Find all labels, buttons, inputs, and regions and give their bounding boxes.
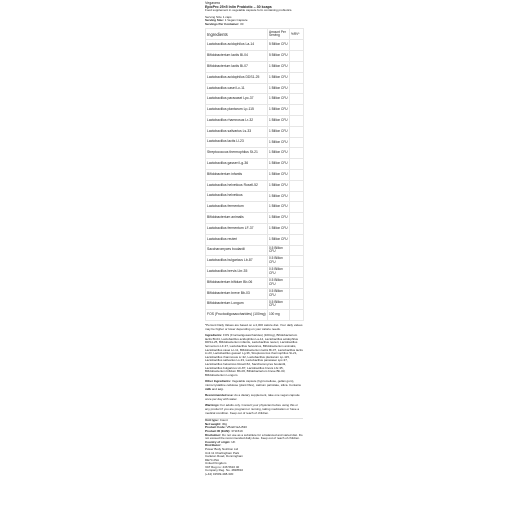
ingredient-amount: 1 Billion CFU (268, 169, 290, 180)
ingredient-name: Lactobacillus lactis Ll-23 (206, 137, 268, 148)
ingredient-name: Lactobacillus casei Lc-11 (206, 83, 268, 94)
ingredient-name: Lactobacillus fermentum LF-37 (206, 223, 268, 234)
brand-name: Vegavero (205, 1, 221, 5)
table-row (206, 61, 304, 72)
other-ingredients-label: Other Ingredients: (205, 379, 232, 384)
ingredient-nrv (290, 126, 304, 137)
allergen-milk: milk (205, 386, 212, 391)
distributor-address-line: Company Reg. No. 4828810 (205, 468, 244, 473)
ingredient-amount: 1 Billion CFU (268, 83, 290, 94)
ingredient-amount: 0.5 Billion CFU (268, 256, 290, 267)
table-row (206, 137, 304, 148)
allergen-end: . (222, 386, 224, 391)
ingredient-amount: 1 Billion CFU (268, 223, 290, 234)
ingredient-amount: 1 Billion CFU (268, 115, 290, 126)
ingredient-nrv (290, 105, 304, 116)
ingredient-name: Lactobacillus gasseri Lg-36 (206, 159, 268, 170)
ingredient-name: Bifidobacterium infantis (206, 169, 268, 180)
detail-value: 30g (222, 421, 228, 426)
ingredient-amount: 1 Billion CFU (268, 159, 290, 170)
warnings-text: For adults only. Consult your physician before using this or any product if you are pregnant or nursing, taking medication or have a medical condition. Keep out of reach of children. (205, 403, 300, 415)
servings-per-container-row (205, 23, 303, 27)
table-row (206, 245, 304, 256)
ingredients-section (205, 334, 303, 377)
ingredient-nrv (290, 115, 304, 126)
ingredient-name: Lactobacillus salivarius Ls-33 (206, 126, 268, 137)
table-row (206, 126, 304, 137)
distributor-address-line: DE74 2SA (205, 457, 220, 462)
table-row (206, 256, 304, 267)
product-details (205, 419, 303, 444)
detail-value: Count (219, 418, 228, 423)
table-row (206, 223, 304, 234)
ingredient-amount: 5 Billion CFU (268, 51, 290, 62)
ingredient-nrv (290, 169, 304, 180)
ingredient-nrv (290, 191, 304, 202)
ingredient-name: Lactobacillus reuteri (206, 234, 268, 245)
ingredient-name: Lactobacillus acidophilus La-14 (206, 40, 268, 51)
table-row (206, 51, 304, 62)
other-ingredients-section (205, 380, 303, 391)
distributor-address-line: Unit 11 Charlingham Park (205, 450, 240, 455)
other-ingredients-text: Vegetable capsule (hypromellose, gellan gum), microcrystalline cellulose (plant fibre), calcium palmitate, silica. Contains (205, 379, 301, 387)
table-row (206, 180, 304, 191)
product-info-document (205, 1, 303, 477)
ingredient-nrv (290, 256, 304, 267)
distributor-address-line: (+44) 01509-498-330 (205, 472, 234, 477)
recommended-use-label: Recommended use: (205, 393, 234, 398)
ingredient-nrv (290, 288, 304, 299)
table-body (206, 40, 304, 321)
serving-size-label: Serving Size (205, 14, 222, 19)
serving-size-value: 1 caps (222, 14, 232, 19)
ingredient-amount: 0.5 Billion CFU (268, 245, 290, 256)
table-row (206, 310, 304, 321)
ingredient-nrv (290, 299, 304, 310)
product-title: EpicPro 25×5 Inlin Probiotic – 30 kcaps (205, 5, 272, 9)
ingredient-name: Saccharomyces boulardii (206, 245, 268, 256)
ingredient-name: Bifidobacterium lactis Bl-04 (206, 51, 268, 62)
detail-value: Do not use as a substitute for a balanced and varied diet. Do not exceed the recommended daily dose. Keep out of reach of children. (205, 432, 303, 441)
table-row (206, 115, 304, 126)
ingredient-nrv (290, 72, 304, 83)
table-row (206, 213, 304, 224)
supplement-facts-table (205, 28, 304, 321)
ingredient-nrv (290, 202, 304, 213)
ingredient-name: Lactobacillus helveticus (206, 191, 268, 202)
table-row (206, 169, 304, 180)
distributor-address-line: Power Body Nutrition Ltd (205, 446, 239, 451)
ingredient-nrv (290, 213, 304, 224)
ingredient-nrv (290, 159, 304, 170)
distributor-address (205, 448, 303, 477)
recommended-use-text: As a dietary supplement, take one vegan capsule once per day with water. (205, 393, 300, 401)
recommended-use-section (205, 394, 303, 401)
ingredients-text: FOS (Fructooligosaccharides) (100mg), Bifidobacterium lactis BI-04, Lactobacillus acidophilus La-14, Lactobacillus acidophilus DDS1-25, Bifidobacterium infantis, Lactobacillus reuteri, Lactobacillus fermentum LF-37, Lactobacillus helveticus, Bifidobacterium animalis, Lactobacillus casei Lc-11, Bifidobacterium lactis Bi-07, Lactobacillus lactis Ll-23, Lactobacillus gasseri Lg-36, Streptococcus thermophilus St-21, Lactobacillus rhamnosus Lr-32, Lactobacillus plantarum Lp-115, Lactobacillus salivarius Ls-33, Lactobacillus paracasei Lpc-37, Lactobacillus helveticus Rosell-52, Saccharomyces boulardii, Lactobacillus bulgaricus Lb-87, Lactobacillus brevis Lbr-35, Bifidobacterium bifidum Bb-06, Bifidobacterium breve Bb-03, Bifidobacterium Longum. (205, 333, 303, 377)
ingredient-amount: 0.5 Billion CFU (268, 299, 290, 310)
distributor-address-line: United Kingdom (205, 461, 227, 466)
ingredient-nrv (290, 234, 304, 245)
detail-value: 3711519 (231, 428, 243, 433)
ingredient-nrv (290, 180, 304, 191)
ingredient-amount: 0.5 Billion CFU (268, 277, 290, 288)
ingredient-nrv (290, 245, 304, 256)
header-nrv: %RV* (290, 29, 304, 40)
product-description: Food supplement in vegetable capsule form containing probiotics. (205, 8, 293, 12)
ingredient-amount: 0.5 Billion CFU (268, 267, 290, 278)
ingredient-amount: 0.5 Billion CFU (268, 288, 290, 299)
detail-value: VB-EP-EA-B30 (226, 425, 247, 430)
ingredient-name: Bifidobacterium breve Bb-03 (206, 288, 268, 299)
ingredient-nrv (290, 94, 304, 105)
ingredient-amount: 1 Billion CFU (268, 72, 290, 83)
ingredient-amount: 1 Billion CFU (268, 94, 290, 105)
detail-label: Unit type: (205, 418, 219, 423)
warnings-label: Warnings: (205, 403, 220, 408)
header-amount: Amount Per Serving (268, 29, 290, 40)
distributor-address-line: VAT Reg no: 446 5610 40 (205, 464, 240, 469)
serving-weight-label: Serving Size: (205, 18, 224, 23)
servings-per-container-label: Servings Per Container: (205, 21, 240, 26)
serving-weight-value: 1 Vegan Capsule (224, 18, 248, 23)
ingredients-label: Ingredients: (205, 333, 223, 338)
ingredient-amount: 1 Billion CFU (268, 202, 290, 213)
ingredient-nrv (290, 61, 304, 72)
distributor-section (205, 444, 303, 476)
detail-label: Product Code: (205, 425, 226, 430)
table-row (206, 72, 304, 83)
table-row (206, 299, 304, 310)
ingredient-name: Bifidobacterium lactis Bi-07 (206, 61, 268, 72)
ingredient-name: Lactobacillus bulgaricus Lb-87 (206, 256, 268, 267)
detail-label: Country of origin: (205, 439, 231, 444)
ingredient-amount: 1 Billion CFU (268, 105, 290, 116)
ingredient-name: Lactobacillus paracasei Lpc-37 (206, 94, 268, 105)
table-row (206, 94, 304, 105)
ingredient-name: Lactobacillus brevis Lbr-35 (206, 267, 268, 278)
ingredient-name: FOS (Fructooligosaccharides) (100mg) (206, 310, 268, 321)
ingredient-amount: 1 Billion CFU (268, 191, 290, 202)
servings-per-container-value: 30 (240, 21, 244, 26)
ingredient-amount: 1 Billion CFU (268, 137, 290, 148)
ingredient-amount: 1 Billion CFU (268, 180, 290, 191)
table-row (206, 191, 304, 202)
ingredient-nrv (290, 137, 304, 148)
ingredient-nrv (290, 267, 304, 278)
warnings-section (205, 404, 303, 415)
ingredient-name: Bifidobacterium animalis (206, 213, 268, 224)
detail-value: UK (231, 439, 236, 444)
ingredient-nrv (290, 277, 304, 288)
distributor-label: Distributor: (205, 443, 222, 448)
allergen-and: and (211, 386, 217, 391)
table-row (206, 277, 304, 288)
ingredient-amount: 1 Billion CFU (268, 126, 290, 137)
ingredient-name: Lactobacillus acidophilus DDS1-25 (206, 72, 268, 83)
ingredient-name: Streptococcus thermophilus St-21 (206, 148, 268, 159)
table-row (206, 202, 304, 213)
ingredient-name: Bifidobacterium Longum (206, 299, 268, 310)
ingredient-name: Lactobacillus fermentum (206, 202, 268, 213)
table-row (206, 234, 304, 245)
ingredient-nrv (290, 148, 304, 159)
allergen-soy: soy (217, 386, 223, 391)
ingredient-amount: 100 mg (268, 310, 290, 321)
table-row (206, 159, 304, 170)
ingredient-nrv (290, 223, 304, 234)
detail-label: Net weight: (205, 421, 222, 426)
ingredient-amount: 1 Billion CFU (268, 234, 290, 245)
header-ingredients: Ingredients (206, 29, 268, 40)
table-row (206, 83, 304, 94)
table-row (206, 267, 304, 278)
detail-label: Product ID (EAN): (205, 428, 231, 433)
ingredient-nrv (290, 310, 304, 321)
ingredient-amount: 1 Billion CFU (268, 213, 290, 224)
ingredient-amount: 5 Billion CFU (268, 40, 290, 51)
detail-label: Disclaimer: (205, 432, 222, 437)
daily-value-footnote: *Percent Daily Values are based on a 2,000 calorie diet. Your daily values may be higher or lower depending on your calorie needs. (205, 323, 303, 331)
ingredient-nrv (290, 51, 304, 62)
ingredient-name: Lactobacillus plantarum Lp-115 (206, 105, 268, 116)
distributor-address-line: Carleton Road, Dunningham (205, 454, 244, 459)
ingredient-nrv (290, 40, 304, 51)
ingredient-nrv (290, 83, 304, 94)
table-row (206, 40, 304, 51)
ingredient-amount: 1 Billion CFU (268, 148, 290, 159)
ingredient-name: Lactobacillus helveticus Rosell-52 (206, 180, 268, 191)
ingredient-name: Lactobacillus rhamnosus Lr-32 (206, 115, 268, 126)
table-header-row (206, 29, 304, 40)
ingredient-amount: 1 Billion CFU (268, 61, 290, 72)
table-row (206, 288, 304, 299)
table-row (206, 105, 304, 116)
ingredient-name: Bifidobacterium bifidum Bb-06 (206, 277, 268, 288)
table-row (206, 148, 304, 159)
